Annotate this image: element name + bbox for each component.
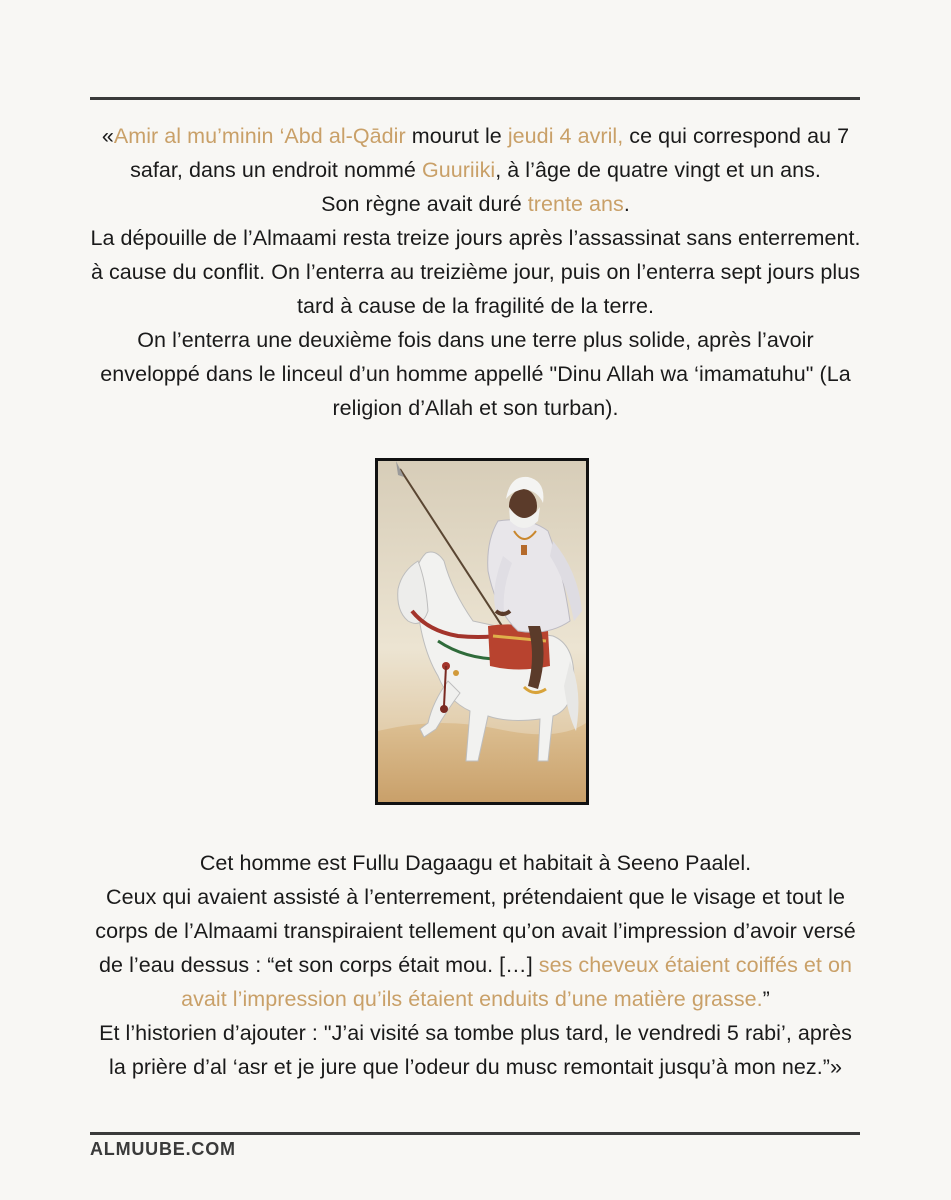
text-line: religion d’Allah et son turban). xyxy=(332,396,619,420)
text-line: Et l’historien d’ajouter : "J’ai visité sa tombe plus tard, le vendredi 5 rabi’, après xyxy=(99,1021,852,1045)
text-line xyxy=(20,982,931,1016)
quote-paragraph-1 xyxy=(20,119,931,425)
text-segment: safar, dans un endroit nommé xyxy=(130,158,422,182)
open-quote: « xyxy=(101,124,114,148)
highlight-place: Guuriiki xyxy=(421,158,496,182)
text-line xyxy=(20,948,931,982)
text-line xyxy=(20,119,931,153)
text-line: Ceux qui avaient assisté à l’enterrement, prétendaient que le visage et tout le xyxy=(106,885,845,909)
text-line: corps de l’Almaami transpiraient tellement qu’on avait l’impression d’avoir versé xyxy=(95,919,856,943)
horseman-illustration xyxy=(378,461,586,802)
text-line: tard à cause de la fragilité de la terre. xyxy=(297,294,654,318)
text-segment: . xyxy=(623,192,630,216)
text-segment: mourut le xyxy=(405,124,508,148)
text-segment: de l’eau dessus : “et son corps était mou. […] xyxy=(99,953,539,977)
text-segment: Son règne avait duré xyxy=(321,192,528,216)
text-line: On l’enterra une deuxième fois dans une terre plus solide, après l’avoir xyxy=(137,328,814,352)
top-divider xyxy=(90,97,860,100)
highlight-name: Amir al mu’minin ‘Abd al-Qādir xyxy=(113,124,406,148)
text-line: enveloppé dans le linceul d’un homme appellé "Dinu Allah wa ‘imamatuhu" (La xyxy=(100,362,851,386)
text-line: La dépouille de l’Almaami resta treize jours après l’assassinat sans enterrement. xyxy=(90,226,861,250)
text-segment: ce qui correspond au 7 xyxy=(623,124,850,148)
highlight-duration: trente ans xyxy=(527,192,624,216)
text-line: à cause du conflit. On l’enterra au treizième jour, puis on l’enterra sept jours plus xyxy=(90,260,861,284)
site-name: ALMUUBE.COM xyxy=(90,1139,236,1159)
text-line: la prière d’al ‘asr et je jure que l’odeur du musc remontait jusqu’à mon nez.”» xyxy=(109,1055,842,1079)
close-quote: ” xyxy=(762,987,770,1011)
text-segment: , à l’âge de quatre vingt et un ans. xyxy=(495,158,821,182)
highlight-quote: avait l’impression qu’ils étaient enduits d’une matière grasse. xyxy=(181,987,763,1011)
highlight-quote: ses cheveux étaient coiffés et on xyxy=(538,953,852,977)
bottom-divider xyxy=(90,1132,860,1135)
highlight-date: jeudi 4 avril, xyxy=(507,124,624,148)
horseman-portrait xyxy=(375,458,589,805)
text-line: Cet homme est Fullu Dagaagu et habitait à Seeno Paalel. xyxy=(199,851,752,875)
text-line xyxy=(20,187,931,221)
text-line xyxy=(20,153,931,187)
quote-paragraph-2 xyxy=(20,846,931,1084)
